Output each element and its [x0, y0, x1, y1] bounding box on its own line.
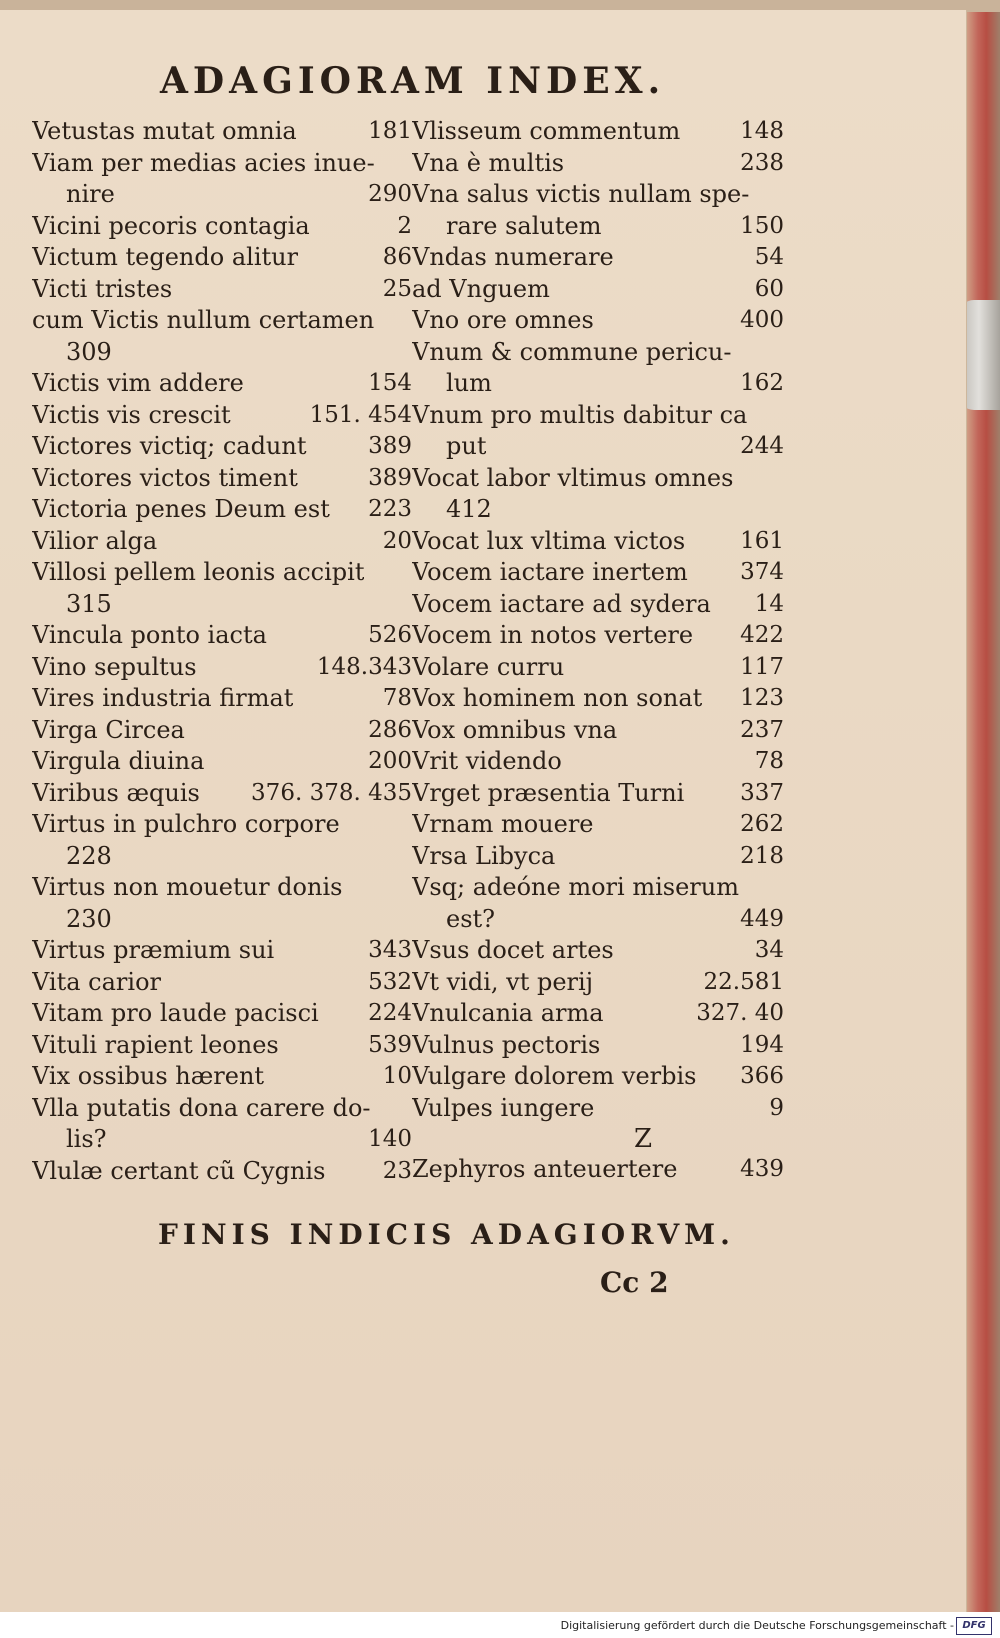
- index-entry: [412, 463, 784, 495]
- entry-text: Vulpes iungere: [412, 1093, 595, 1122]
- index-entry: [32, 967, 412, 999]
- index-entry: [412, 1093, 784, 1125]
- entry-text: Vnum & commune pericu-: [412, 337, 732, 366]
- index-entry: [412, 431, 784, 463]
- entry-text: Vno ore omnes: [412, 306, 594, 334]
- index-entry: [412, 998, 784, 1030]
- index-entry: [32, 715, 412, 747]
- entry-page-number: 526: [368, 622, 412, 648]
- index-entry: [412, 526, 784, 558]
- entry-page-number: 78: [754, 748, 784, 774]
- index-entry: [412, 274, 784, 306]
- entry-page-number: 9: [769, 1094, 784, 1121]
- index-entry: [32, 620, 412, 652]
- entry-text: Vita carior: [32, 967, 161, 996]
- entry-text: lum: [446, 369, 492, 397]
- entry-text: Vsus docet artes: [412, 936, 614, 964]
- index-entry: [32, 1093, 412, 1125]
- entry-text: Vocem iactare ad sydera: [412, 589, 711, 618]
- entry-text: Virga Circea: [32, 715, 185, 744]
- index-entry: [32, 1156, 412, 1188]
- entry-page-number: 148: [740, 118, 784, 144]
- entry-page-number: 262: [740, 811, 784, 837]
- entry-text: Vsq; adeóne mori miserum: [412, 873, 739, 901]
- entry-page-number: 286: [368, 716, 412, 743]
- entry-text: nire: [66, 180, 115, 208]
- entry-text: Vrnam mouere: [412, 810, 594, 838]
- entry-text: Vndas numerare: [412, 243, 614, 271]
- index-entry: [412, 179, 784, 211]
- entry-page-number: 343: [368, 937, 412, 963]
- entry-page-number: 244: [740, 433, 784, 459]
- entry-text: lis?: [66, 1125, 107, 1153]
- entry-text: Vlisseum commentum: [412, 117, 681, 145]
- index-entry: [32, 463, 412, 495]
- index-entry-continuation: 309: [66, 337, 112, 366]
- entry-text: Vocem iactare inertem: [412, 558, 688, 586]
- index-entry: [32, 557, 412, 589]
- entry-text: Victi tristes: [32, 274, 173, 303]
- entry-text: Vituli rapient leones: [32, 1030, 279, 1059]
- index-entry: [412, 715, 784, 747]
- index-entry: [32, 368, 412, 400]
- index-entry: [412, 337, 784, 369]
- index-entry: [412, 557, 784, 589]
- entry-page-number: 123: [740, 685, 784, 711]
- entry-text: Vires industria firmat: [32, 684, 294, 712]
- entry-text: Virgula diuina: [32, 747, 205, 775]
- entry-text: cum Victis nullum certamen: [32, 306, 375, 334]
- index-entry: [412, 211, 784, 243]
- entry-text: ad Vnguem: [412, 274, 550, 303]
- digitization-credit: Digitalisierung gefördert durch die Deutsche Forschungsgemeinschaft -: [560, 1619, 954, 1632]
- index-entry: [32, 242, 412, 274]
- index-entry: [32, 526, 412, 558]
- entry-page-number: 200: [368, 748, 412, 774]
- entry-text: Vlla putatis dona carere do-: [32, 1093, 371, 1122]
- entry-page-number: 218: [740, 842, 784, 869]
- entry-text: est?: [446, 904, 496, 933]
- entry-text: Viribus æquis: [32, 778, 200, 807]
- index-entry: [32, 148, 412, 180]
- entry-page-number: 237: [740, 716, 784, 743]
- finis-line: FINIS INDICIS ADAGIORVM.: [158, 1218, 735, 1251]
- entry-page-number: 23: [382, 1157, 412, 1184]
- index-entry: [412, 305, 784, 337]
- index-entry: [412, 1030, 784, 1062]
- entry-text: Vrsa Libyca: [412, 841, 556, 870]
- entry-page-number: 539: [368, 1031, 412, 1058]
- entry-page-number: 150: [740, 212, 784, 239]
- entry-page-number: 376. 378. 435: [251, 779, 412, 806]
- entry-text: Volare curru: [412, 652, 565, 681]
- index-entry: [412, 400, 784, 432]
- entry-page-number: 327. 40: [696, 1000, 784, 1026]
- index-entry: [412, 1154, 784, 1186]
- index-entry-continuation: 230: [66, 904, 112, 933]
- entry-page-number: 238: [740, 149, 784, 176]
- entry-page-number: 154: [368, 370, 412, 396]
- index-entry: [412, 872, 784, 904]
- index-entry: [32, 1061, 412, 1093]
- entry-text: Vnulcania arma: [412, 999, 604, 1027]
- entry-text: Vulgare dolorem verbis: [412, 1062, 697, 1090]
- entry-page-number: 25: [382, 275, 412, 302]
- entry-page-number: 224: [368, 1000, 412, 1026]
- entry-page-number: 151. 454: [309, 401, 412, 428]
- entry-page-number: 449: [740, 905, 784, 932]
- book-fore-edge: [966, 12, 1000, 1612]
- entry-text: Vix ossibus hærent: [32, 1062, 265, 1090]
- entry-page-number: 389: [368, 433, 412, 459]
- index-entry: [412, 620, 784, 652]
- index-column-right: [412, 116, 784, 1186]
- entry-text: Vt vidi, vt perij: [412, 967, 594, 996]
- index-entry: [32, 652, 412, 684]
- entry-text: Vocem in notos vertere: [412, 621, 694, 649]
- index-entry: [32, 179, 412, 211]
- entry-page-number: 400: [740, 307, 784, 333]
- entry-text: Virtus præmium sui: [32, 936, 275, 964]
- entry-page-number: 181: [368, 118, 412, 144]
- index-entry: [32, 274, 412, 306]
- index-entry: [412, 904, 784, 936]
- entry-text: Vicini pecoris contagia: [32, 211, 310, 240]
- entry-page-number: 148.343: [316, 653, 412, 680]
- entry-text: Vna è multis: [412, 148, 565, 177]
- index-entry-continuation: 315: [66, 589, 112, 618]
- entry-text: Virtus non mouetur donis: [32, 873, 343, 901]
- index-entry: [32, 683, 412, 715]
- entry-page-number: 34: [754, 937, 784, 963]
- entry-text: Vrget præsentia Turni: [412, 778, 685, 807]
- entry-text: Victum tegendo alitur: [32, 243, 299, 271]
- entry-page-number: 54: [754, 244, 784, 270]
- index-entry: [32, 809, 412, 841]
- index-entry: [32, 400, 412, 432]
- entry-text: Vlulæ certant cũ Cygnis: [32, 1156, 326, 1185]
- index-entry-continuation: 228: [66, 841, 112, 870]
- index-entry: [32, 872, 412, 904]
- entry-text: Villosi pellem leonis accipit: [32, 558, 365, 586]
- index-column-left: [32, 116, 412, 1187]
- entry-text: Victores victiq; cadunt: [32, 432, 307, 460]
- entry-page-number: 532: [368, 968, 412, 995]
- entry-text: rare salutem: [446, 211, 602, 240]
- entry-text: put: [446, 432, 487, 460]
- index-entry: [412, 368, 784, 400]
- entry-text: Vocat labor vltimus omnes: [412, 463, 734, 492]
- index-entry: [412, 683, 784, 715]
- entry-page-number: 20: [382, 527, 412, 554]
- entry-text: Vilior alga: [32, 526, 158, 555]
- index-entry: [32, 116, 412, 148]
- entry-text: Virtus in pulchro corpore: [32, 810, 340, 838]
- entry-text: Vna salus victis nullam spe-: [412, 180, 750, 208]
- index-entry: [412, 967, 784, 999]
- entry-page-number: 194: [740, 1031, 784, 1058]
- index-entry: [32, 494, 412, 526]
- entry-text: Victis vim addere: [32, 369, 244, 397]
- entry-text: Victoria penes Deum est: [32, 495, 330, 523]
- index-entry: [412, 935, 784, 967]
- index-entry: [32, 935, 412, 967]
- entry-text: Victores victos timent: [32, 463, 298, 492]
- index-entry: [32, 778, 412, 810]
- index-entry: [412, 116, 784, 148]
- entry-page-number: 10: [382, 1063, 412, 1089]
- entry-page-number: 223: [368, 496, 412, 522]
- entry-text: Vnum pro multis dabitur ca: [412, 400, 748, 429]
- index-entry: [32, 431, 412, 463]
- entry-page-number: 60: [754, 275, 784, 302]
- entry-page-number: 162: [740, 370, 784, 396]
- entry-page-number: 161: [740, 527, 784, 554]
- entry-text: Vitam pro laude pacisci: [32, 999, 319, 1027]
- index-entry: [32, 1124, 412, 1156]
- section-letter: Z: [633, 1124, 653, 1154]
- entry-text: Zephyros anteuertere: [412, 1155, 678, 1183]
- entry-text: Vocat lux vltima victos: [412, 526, 686, 555]
- entry-text: Vulnus pectoris: [412, 1030, 601, 1059]
- index-entry-continuation: 412: [446, 495, 492, 523]
- index-entry: [412, 1061, 784, 1093]
- entry-text: Vox hominem non sonat: [412, 684, 703, 712]
- book-page: [0, 10, 967, 1612]
- entry-page-number: 389: [368, 464, 412, 491]
- index-entry: [412, 746, 784, 778]
- dfg-logo: DFG: [956, 1617, 992, 1635]
- entry-text: Vrit videndo: [412, 747, 562, 775]
- entry-page-number: 2: [397, 212, 412, 239]
- index-entry: [412, 242, 784, 274]
- entry-page-number: 366: [740, 1063, 784, 1089]
- index-entry: [32, 998, 412, 1030]
- entry-page-number: 374: [740, 559, 784, 585]
- index-entry: [412, 589, 784, 621]
- entry-text: Viam per medias acies inue-: [32, 148, 375, 177]
- entry-page-number: 14: [754, 590, 784, 617]
- index-entry: [32, 211, 412, 243]
- entry-page-number: 422: [740, 622, 784, 648]
- entry-text: Vino sepultus: [32, 652, 197, 681]
- running-head: ADAGIORAM INDEX.: [160, 60, 666, 102]
- index-entry: [412, 778, 784, 810]
- index-entry: [32, 746, 412, 778]
- index-entry: [412, 148, 784, 180]
- index-entry: [412, 809, 784, 841]
- index-entry: [412, 841, 784, 873]
- entry-text: Vox omnibus vna: [412, 715, 618, 744]
- entry-page-number: 86: [382, 244, 412, 270]
- entry-page-number: 22.581: [703, 968, 784, 995]
- entry-page-number: 290: [368, 181, 412, 207]
- index-entry: [32, 1030, 412, 1062]
- index-entry: [412, 652, 784, 684]
- entry-page-number: 140: [368, 1126, 412, 1152]
- entry-text: Vincula ponto iacta: [32, 621, 267, 649]
- signature-mark: Cc 2: [600, 1266, 669, 1299]
- entry-text: Victis vis crescit: [32, 400, 231, 429]
- entry-page-number: 439: [740, 1156, 784, 1182]
- index-entry: [32, 305, 412, 337]
- entry-text: Vetustas mutat omnia: [32, 117, 297, 145]
- entry-page-number: 337: [740, 779, 784, 806]
- entry-page-number: 78: [382, 685, 412, 711]
- entry-page-number: 117: [740, 653, 784, 680]
